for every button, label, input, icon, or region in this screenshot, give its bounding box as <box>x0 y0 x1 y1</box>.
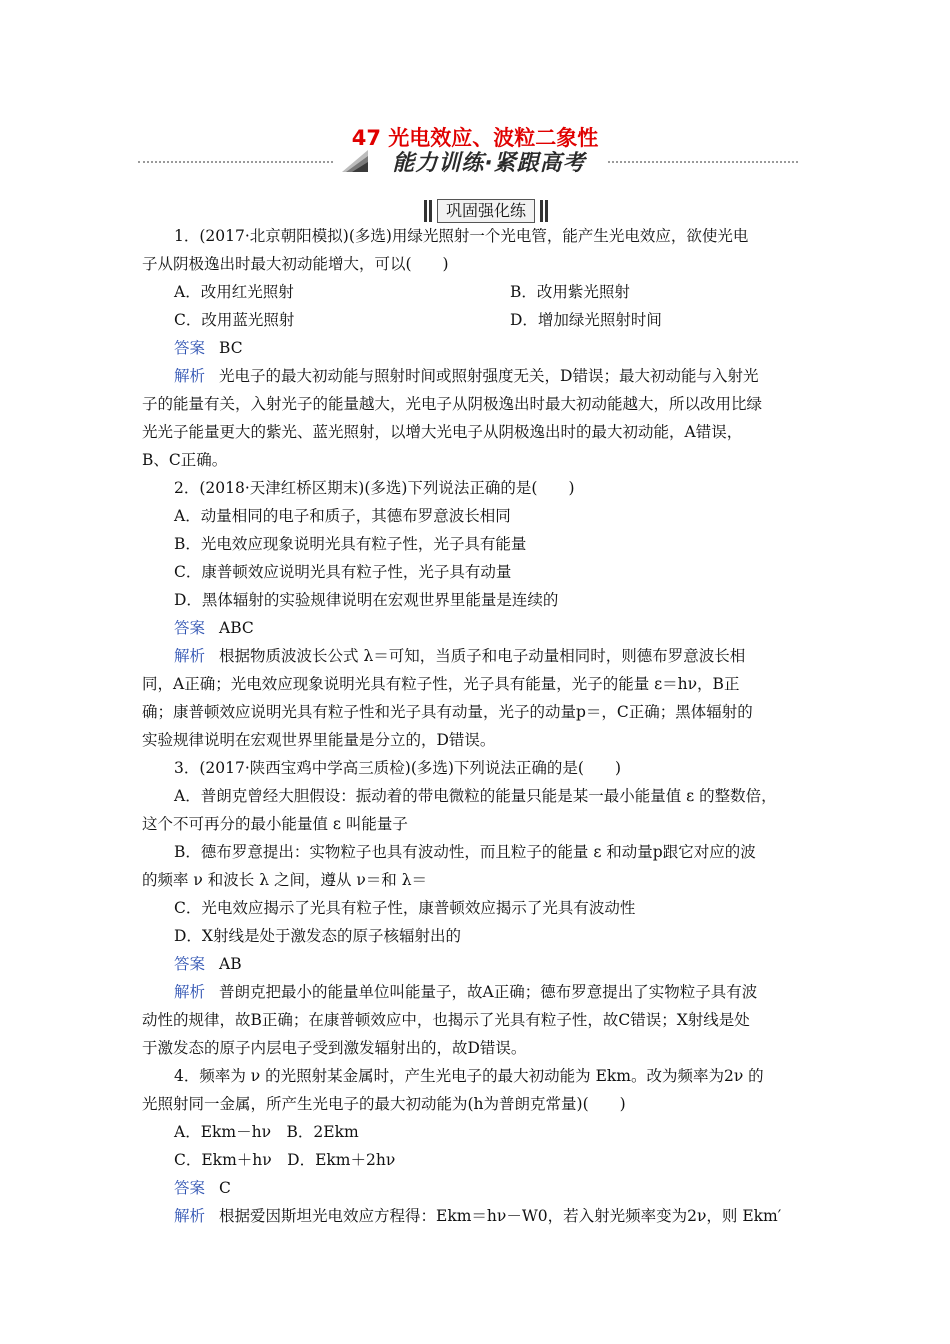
q4-stem-line-1: 4．频率为 ν 的光照射某金属时，产生光电子的最大初动能为 Ekm。改为频率为2ν 的 <box>174 1067 764 1085</box>
q2-analysis-line-3: 确；康普顿效应说明光具有粒子性和光子具有动量，光子的动量p＝，C正确；黑体辐射的 <box>142 703 753 721</box>
q1-analysis-line-1 <box>142 362 814 390</box>
answer-tag: 答案 <box>174 619 206 637</box>
q2-analysis-line-4: 实验规律说明在宏观世界里能量是分立的，D错误。 <box>142 731 496 749</box>
analysis-tag: 解析 <box>174 367 206 385</box>
q1-answer <box>142 334 814 362</box>
q3-option-c: C．光电效应揭示了光具有粒子性，康普顿效应揭示了光具有波动性 <box>174 899 636 917</box>
q3-option-b-line-2: 的频率 ν 和波长 λ 之间，遵从 ν＝和 λ＝ <box>142 871 428 889</box>
q2-option-a: A．动量相同的电子和质子，其德布罗意波长相同 <box>174 507 511 525</box>
section-bar-right-2 <box>545 200 548 222</box>
answer-tag: 答案 <box>174 339 206 357</box>
q3-option-d: D．X射线是处于激发态的原子核辐射出的 <box>174 927 461 945</box>
q3-analysis-line-3: 于激发态的原子内层电子受到激发辐射出的，故D错误。 <box>142 1039 527 1057</box>
q4-analysis-text-1: 根据爱因斯坦光电效应方程得：Ekm＝hν－W0，若入射光频率变为2ν，则 Ekm′ <box>219 1207 782 1225</box>
analysis-tag: 解析 <box>174 647 206 665</box>
section-label: 巩固强化练 <box>437 199 535 223</box>
section-bar-right <box>540 200 543 222</box>
answer-tag: 答案 <box>174 955 206 973</box>
section-bar-left-2 <box>429 200 432 222</box>
answer-tag: 答案 <box>174 1179 206 1197</box>
analysis-tag: 解析 <box>174 1207 206 1225</box>
q3-answer <box>142 950 814 978</box>
q1-analysis-line-3: 光光子能量更大的紫光、蓝光照射，以增大光电子从阴极逸出时的最大初动能，A错误， <box>142 423 743 441</box>
analysis-tag: 解析 <box>174 983 206 1001</box>
question-1 <box>142 222 814 474</box>
q2-option-b: B．光电效应现象说明光具有粒子性，光子具有能量 <box>174 535 527 553</box>
q2-analysis-line-1 <box>142 642 814 670</box>
q2-option-d: D．黑体辐射的实验规律说明在宏观世界里能量是连续的 <box>174 591 559 609</box>
q2-analysis-line-2: 同，A正确；光电效应现象说明光具有粒子性，光子具有能量，光子的能量 ε＝hν，B正 <box>142 675 740 693</box>
q2-analysis-text-1: 根据物质波波长公式 λ＝可知，当质子和电子动量相同时，则德布罗意波长相 <box>219 647 746 665</box>
banner-divider-left <box>138 161 333 163</box>
q4-answer-value: C <box>219 1179 231 1197</box>
q2-stem: 2．(2018·天津红桥区期末)(多选)下列说法正确的是( ) <box>174 479 575 497</box>
question-2 <box>142 474 814 754</box>
q1-options-row-1 <box>142 278 814 306</box>
page-title: 47 光电效应、波粒二象性 <box>351 126 599 150</box>
banner-text: 能力训练·紧跟高考 <box>392 151 586 176</box>
q1-stem-line-2: 子从阴极逸出时最大初动能增大，可以( ) <box>142 255 449 273</box>
section-banner <box>138 146 798 178</box>
q1-answer-value: BC <box>219 339 243 357</box>
section-label-box <box>423 198 549 224</box>
q2-answer-value: ABC <box>219 619 254 637</box>
q1-analysis-text-1: 光电子的最大初动能与照射时间或照射强度无关，D错误；最大初动能与入射光 <box>219 367 759 385</box>
q4-answer <box>142 1174 814 1202</box>
q3-answer-value: AB <box>219 955 242 973</box>
q1-options-row-2 <box>142 306 814 334</box>
q4-analysis-line-1 <box>142 1202 814 1230</box>
q3-analysis-line-1 <box>142 978 814 1006</box>
q1-option-b: B．改用紫光照射 <box>510 283 630 301</box>
q3-analysis-line-2: 动性的规律，故B正确；在康普顿效应中，也揭示了光具有粒子性，故C错误；X射线是处 <box>142 1011 750 1029</box>
q1-option-a: A．改用红光照射 <box>174 283 294 301</box>
q1-analysis-line-4: B、C正确。 <box>142 451 228 469</box>
q2-answer <box>142 614 814 642</box>
q3-option-a-line-1: A．普朗克曾经大胆假设：振动着的带电微粒的能量只能是某一最小能量值 ε 的整数倍， <box>174 787 777 805</box>
section-bar-left <box>424 200 427 222</box>
q3-stem: 3．(2017·陕西宝鸡中学高三质检)(多选)下列说法正确的是( ) <box>174 759 622 777</box>
q4-options-ab: A．Ekm－hν B．2Ekm <box>174 1123 359 1141</box>
banner-divider-right <box>608 161 798 163</box>
q4-options-cd: C．Ekm＋hν D．Ekm＋2hν <box>174 1151 396 1169</box>
question-3 <box>142 754 814 1062</box>
q3-analysis-text-1: 普朗克把最小的能量单位叫能量子，故A正确；德布罗意提出了实物粒子具有波 <box>219 983 758 1001</box>
question-content <box>142 222 814 1230</box>
q1-analysis-line-2: 子的能量有关，入射光子的能量越大，光电子从阴极逸出时最大初动能越大，所以改用比绿 <box>142 395 763 413</box>
q3-option-b-line-1: B．德布罗意提出：实物粒子也具有波动性，而且粒子的能量 ε 和动量p跟它对应的波 <box>174 843 756 861</box>
q2-option-c: C．康普顿效应说明光具有粒子性，光子具有动量 <box>174 563 512 581</box>
q1-option-c: C．改用蓝光照射 <box>174 311 295 329</box>
q1-stem-line-1: 1．(2017·北京朝阳模拟)(多选)用绿光照射一个光电管，能产生光电效应，欲使光电 <box>174 227 749 245</box>
q4-stem-line-2: 光照射同一金属，所产生光电子的最大初动能为(h为普朗克常量)( ) <box>142 1095 626 1113</box>
q1-option-d: D．增加绿光照射时间 <box>510 311 662 329</box>
q3-option-a-line-2: 这个不可再分的最小能量值 ε 叫能量子 <box>142 815 408 833</box>
question-4 <box>142 1062 814 1230</box>
